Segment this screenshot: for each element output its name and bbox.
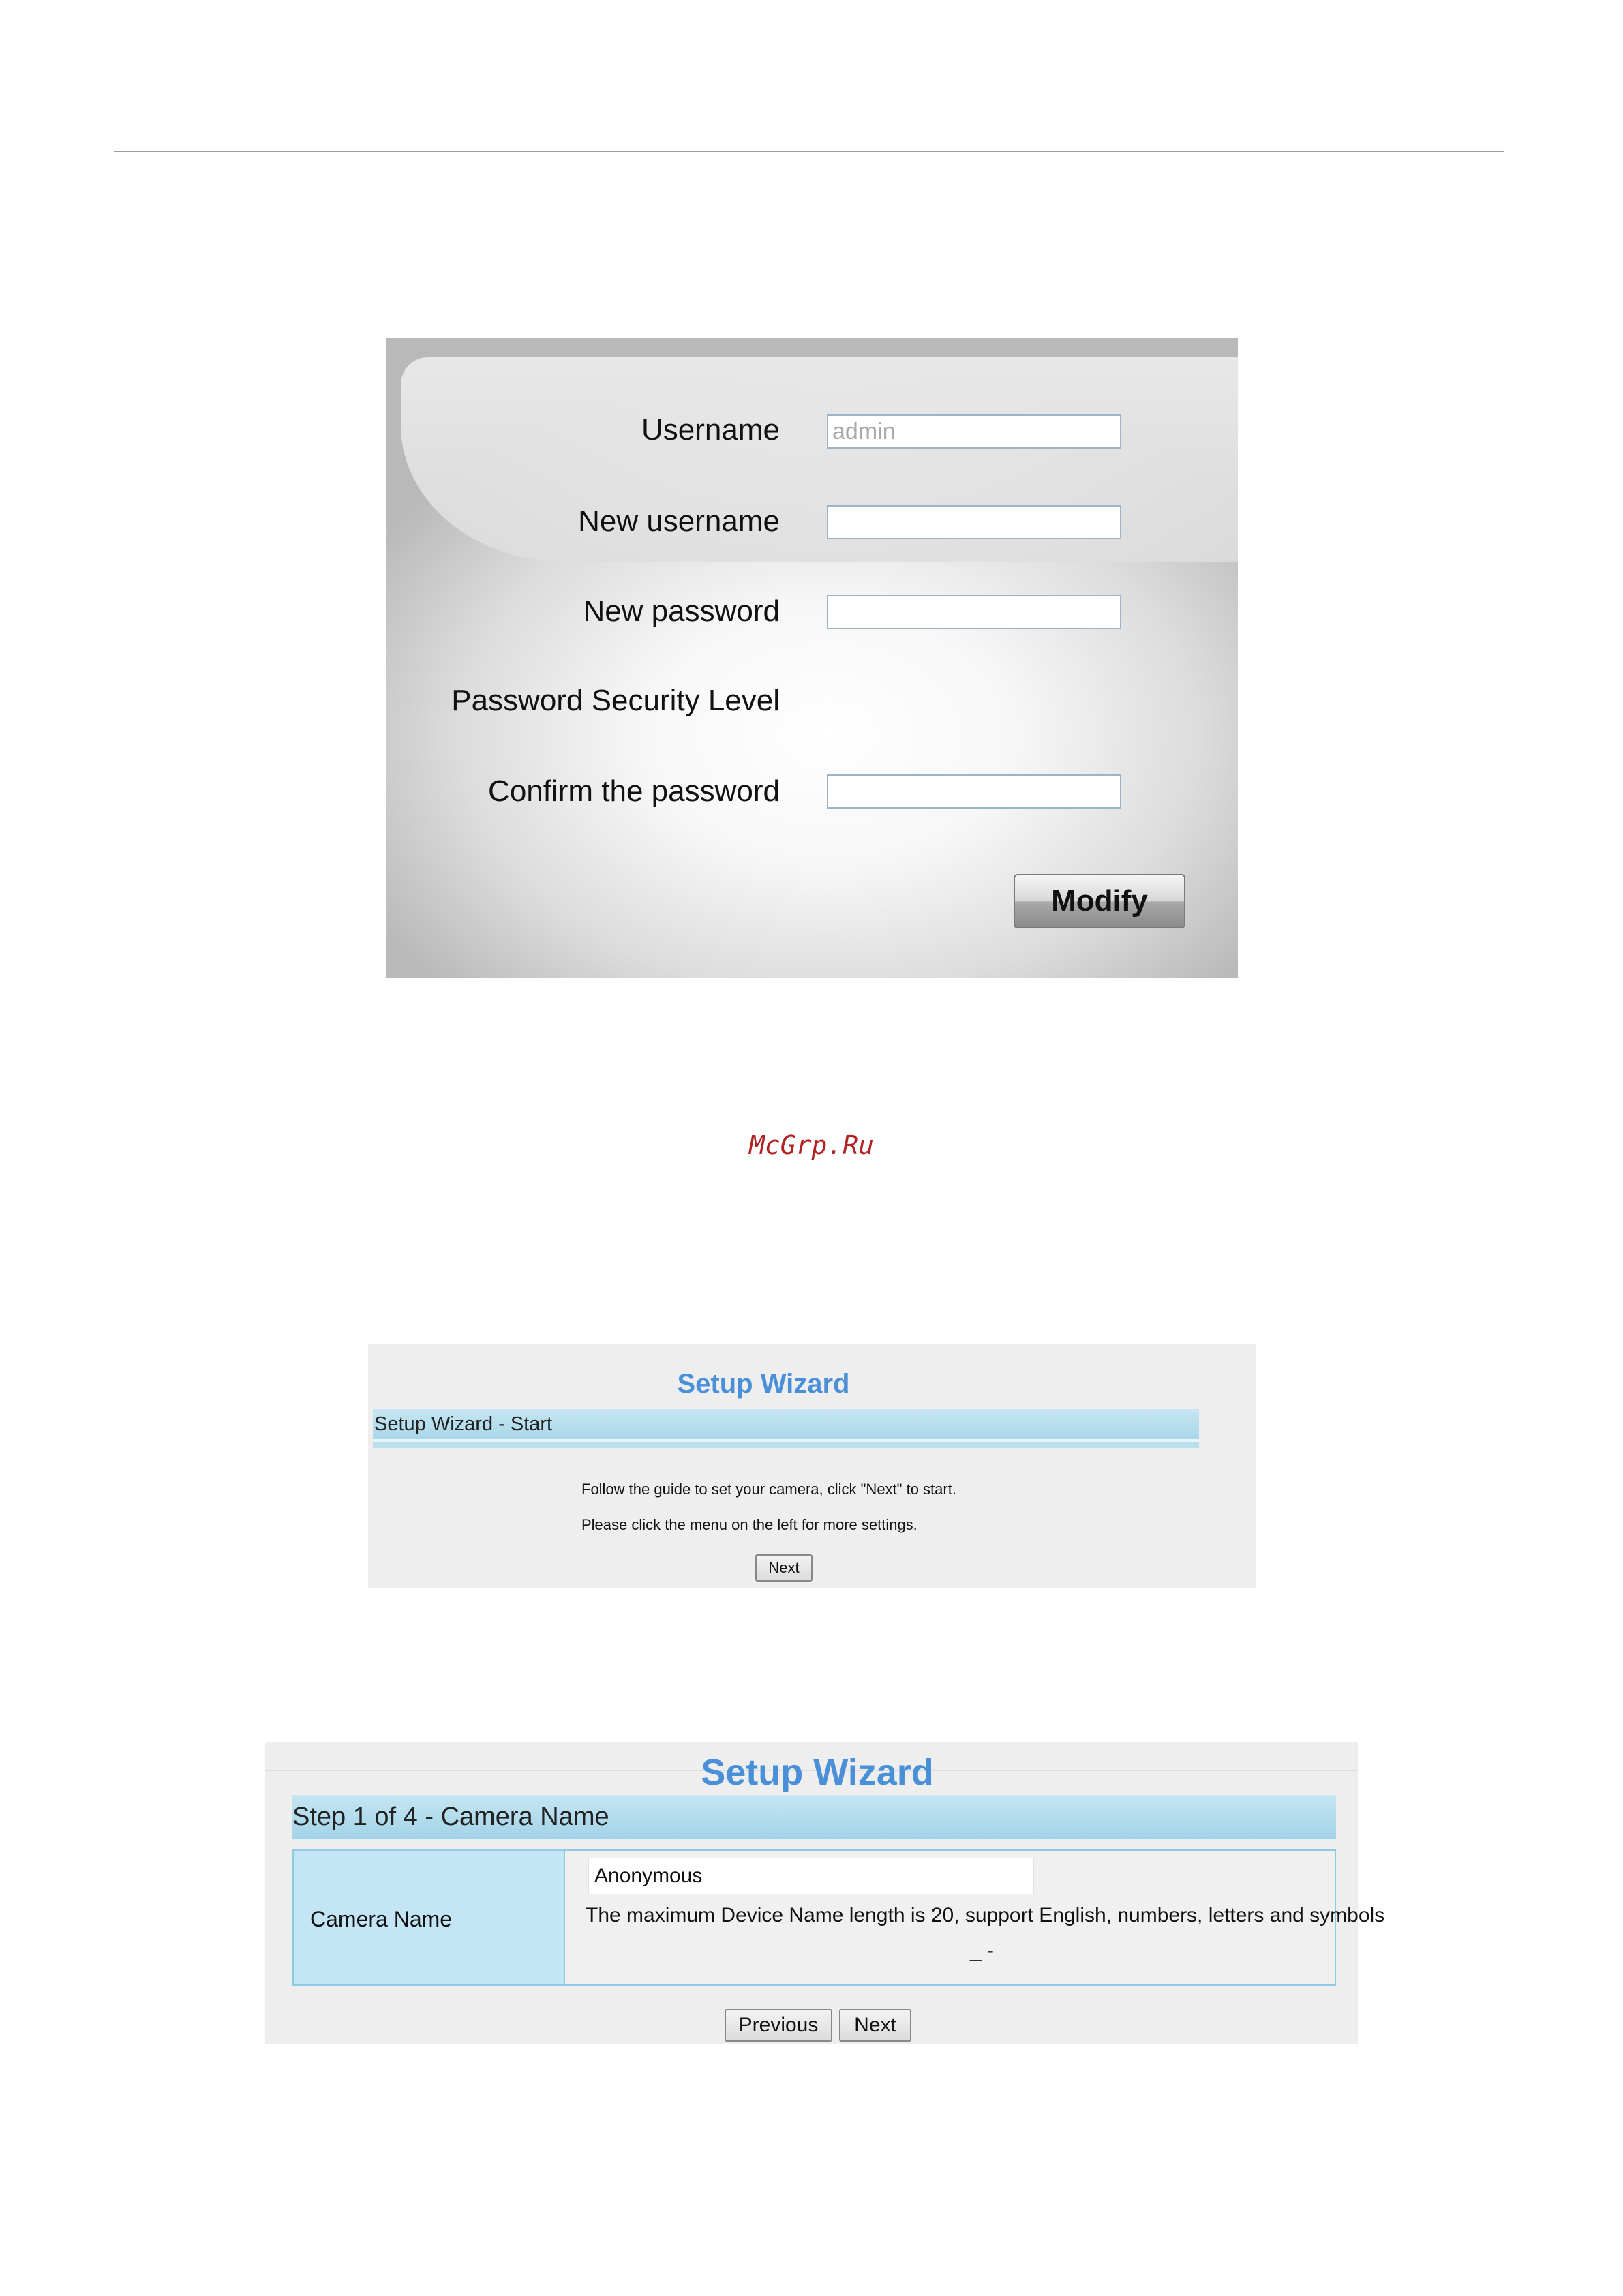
wizard-title: Setup Wizard bbox=[701, 1752, 934, 1793]
instruction-line-2: Please click the menu on the left for more settings. bbox=[581, 1516, 917, 1533]
camera-name-hint: The maximum Device Name length is 20, support English, numbers, letters and symbols bbox=[586, 1904, 1385, 1927]
camera-name-table bbox=[292, 1849, 1385, 1986]
modify-button[interactable]: Modify bbox=[1014, 874, 1185, 928]
username-label: Username bbox=[641, 413, 780, 447]
wizard-title: Setup Wizard bbox=[677, 1369, 850, 1399]
instruction-line-1: Follow the guide to set your camera, click "Next" to start. bbox=[581, 1481, 956, 1498]
new-password-label: New password bbox=[583, 594, 780, 628]
confirm-password-field[interactable] bbox=[827, 774, 1121, 809]
password-security-level-label: Password Security Level bbox=[451, 684, 780, 717]
confirm-password-label: Confirm the password bbox=[488, 774, 780, 808]
page-top-rule bbox=[114, 151, 1504, 152]
new-username-field[interactable] bbox=[827, 505, 1121, 539]
setup-wizard-start-panel bbox=[368, 1344, 1256, 1588]
new-username-label: New username bbox=[578, 504, 780, 538]
camera-name-hint-symbols: _ - bbox=[970, 1939, 995, 1962]
camera-name-label: Camera Name bbox=[310, 1907, 453, 1931]
new-password-field[interactable] bbox=[827, 595, 1121, 629]
watermark-text: McGrp.Ru bbox=[748, 1130, 875, 1160]
camera-name-input[interactable] bbox=[588, 1858, 1034, 1894]
section-header: Step 1 of 4 - Camera Name bbox=[292, 1795, 1336, 1841]
next-button[interactable]: Next bbox=[755, 1554, 813, 1582]
previous-button[interactable]: Previous bbox=[725, 2009, 832, 2042]
section-header: Setup Wizard - Start bbox=[373, 1409, 1199, 1442]
username-field[interactable] bbox=[827, 414, 1121, 449]
next-button[interactable]: Next bbox=[839, 2009, 911, 2042]
setup-wizard-step1-panel bbox=[265, 1742, 1385, 2044]
camera-name-label-cell bbox=[294, 1851, 565, 1984]
account-modify-panel bbox=[386, 338, 1238, 978]
